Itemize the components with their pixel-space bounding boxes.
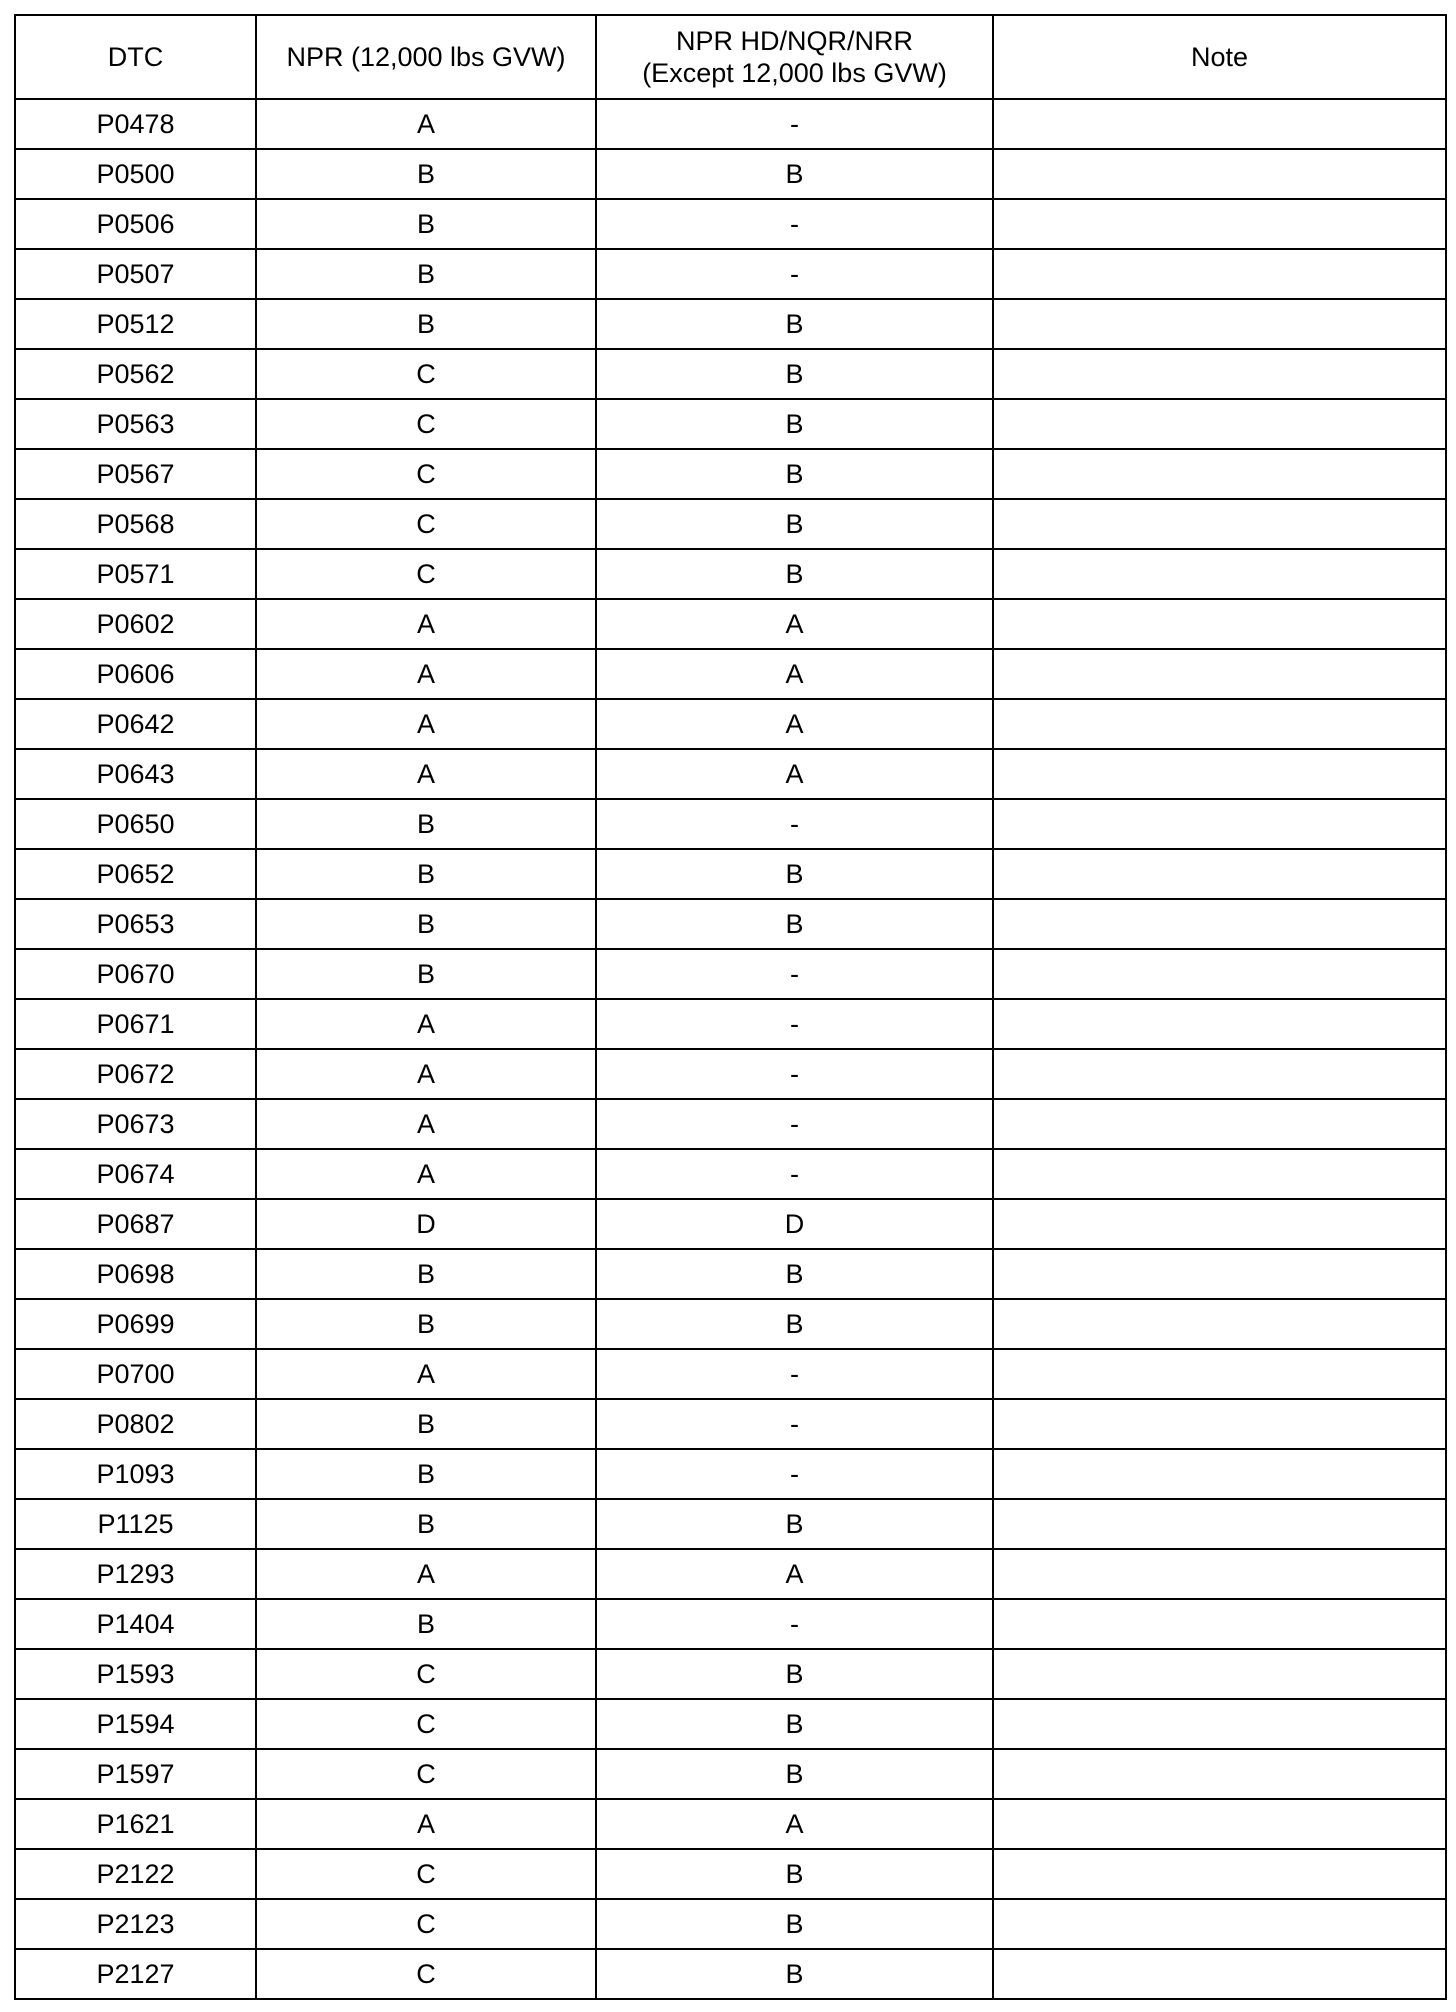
- cell-note: [993, 399, 1446, 449]
- cell-npr-hd: A: [596, 749, 993, 799]
- cell-npr-hd: B: [596, 449, 993, 499]
- cell-npr: C: [256, 1749, 596, 1799]
- cell-dtc: P1404: [15, 1599, 256, 1649]
- cell-dtc: P0506: [15, 199, 256, 249]
- table-row: [15, 949, 1446, 999]
- table-row: [15, 849, 1446, 899]
- table-row: [15, 1699, 1446, 1749]
- cell-dtc: P0802: [15, 1399, 256, 1449]
- table-row: [15, 549, 1446, 599]
- cell-dtc: P2123: [15, 1899, 256, 1949]
- cell-dtc: P0652: [15, 849, 256, 899]
- table-row: [15, 749, 1446, 799]
- table-row: [15, 149, 1446, 199]
- table-row: [15, 399, 1446, 449]
- table-row: [15, 249, 1446, 299]
- cell-dtc: P0571: [15, 549, 256, 599]
- cell-npr-hd: B: [596, 399, 993, 449]
- cell-npr-hd: -: [596, 1149, 993, 1199]
- cell-npr: B: [256, 799, 596, 849]
- cell-npr: A: [256, 1549, 596, 1599]
- cell-dtc: P0671: [15, 999, 256, 1049]
- cell-note: [993, 299, 1446, 349]
- cell-npr-hd: A: [596, 1549, 993, 1599]
- cell-dtc: P0507: [15, 249, 256, 299]
- cell-npr-hd: B: [596, 1299, 993, 1349]
- cell-note: [993, 1699, 1446, 1749]
- cell-npr: A: [256, 99, 596, 149]
- cell-npr-hd: B: [596, 299, 993, 349]
- cell-note: [993, 1649, 1446, 1699]
- cell-npr: B: [256, 849, 596, 899]
- cell-npr: D: [256, 1199, 596, 1249]
- cell-npr-hd: -: [596, 1049, 993, 1099]
- cell-npr-hd: A: [596, 649, 993, 699]
- cell-dtc: P0650: [15, 799, 256, 849]
- cell-npr: B: [256, 1399, 596, 1449]
- cell-dtc: P1293: [15, 1549, 256, 1599]
- cell-npr: B: [256, 299, 596, 349]
- cell-dtc: P0568: [15, 499, 256, 549]
- cell-note: [993, 1149, 1446, 1199]
- table-row: [15, 1499, 1446, 1549]
- cell-dtc: P1125: [15, 1499, 256, 1549]
- cell-npr-hd: B: [596, 1499, 993, 1549]
- cell-npr: C: [256, 1899, 596, 1949]
- table-row: [15, 799, 1446, 849]
- cell-dtc: P1593: [15, 1649, 256, 1699]
- cell-npr-hd: -: [596, 1099, 993, 1149]
- cell-npr-hd: B: [596, 849, 993, 899]
- table-row: [15, 1399, 1446, 1449]
- cell-npr-hd: D: [596, 1199, 993, 1249]
- cell-dtc: P0653: [15, 899, 256, 949]
- cell-note: [993, 849, 1446, 899]
- cell-npr: A: [256, 749, 596, 799]
- cell-npr: B: [256, 899, 596, 949]
- cell-dtc: P0698: [15, 1249, 256, 1299]
- cell-npr: C: [256, 1699, 596, 1749]
- cell-npr: C: [256, 399, 596, 449]
- cell-npr-hd: B: [596, 1649, 993, 1699]
- table-row: [15, 1299, 1446, 1349]
- cell-npr: C: [256, 1949, 596, 1999]
- cell-dtc: P0563: [15, 399, 256, 449]
- dtc-table: [14, 14, 1447, 2000]
- cell-npr-hd: B: [596, 149, 993, 199]
- table-row: [15, 1799, 1446, 1849]
- table-row: [15, 1549, 1446, 1599]
- table-row: [15, 1599, 1446, 1649]
- table-row: [15, 199, 1446, 249]
- cell-dtc: P2122: [15, 1849, 256, 1899]
- cell-note: [993, 649, 1446, 699]
- cell-npr-hd: B: [596, 549, 993, 599]
- cell-npr-hd: -: [596, 949, 993, 999]
- cell-npr: B: [256, 1449, 596, 1499]
- cell-dtc: P0687: [15, 1199, 256, 1249]
- cell-npr: A: [256, 1099, 596, 1149]
- table-row: [15, 299, 1446, 349]
- cell-npr: A: [256, 649, 596, 699]
- cell-npr-hd: B: [596, 1699, 993, 1749]
- cell-note: [993, 899, 1446, 949]
- cell-npr: A: [256, 1149, 596, 1199]
- cell-npr-hd: B: [596, 1849, 993, 1899]
- cell-npr: B: [256, 1599, 596, 1649]
- cell-dtc: P0673: [15, 1099, 256, 1149]
- cell-dtc: P0567: [15, 449, 256, 499]
- cell-dtc: P0562: [15, 349, 256, 399]
- cell-npr-hd: B: [596, 1249, 993, 1299]
- cell-npr-hd: -: [596, 1399, 993, 1449]
- cell-npr: A: [256, 1049, 596, 1099]
- cell-note: [993, 349, 1446, 399]
- table-row: [15, 349, 1446, 399]
- cell-npr: A: [256, 599, 596, 649]
- cell-note: [993, 1449, 1446, 1499]
- cell-note: [993, 1899, 1446, 1949]
- cell-npr-hd: B: [596, 1899, 993, 1949]
- cell-note: [993, 1199, 1446, 1249]
- cell-npr-hd: -: [596, 799, 993, 849]
- cell-note: [993, 1249, 1446, 1299]
- cell-npr: C: [256, 499, 596, 549]
- cell-dtc: P1597: [15, 1749, 256, 1799]
- cell-npr: C: [256, 349, 596, 399]
- cell-dtc: P0672: [15, 1049, 256, 1099]
- header-npr: NPR (12,000 lbs GVW): [256, 15, 596, 99]
- cell-npr: A: [256, 1799, 596, 1849]
- cell-note: [993, 1499, 1446, 1549]
- cell-dtc: P0606: [15, 649, 256, 699]
- cell-npr: C: [256, 1849, 596, 1899]
- cell-note: [993, 499, 1446, 549]
- table-row: [15, 1449, 1446, 1499]
- cell-npr: C: [256, 549, 596, 599]
- table-row: [15, 1149, 1446, 1199]
- cell-note: [993, 1399, 1446, 1449]
- cell-npr: C: [256, 1649, 596, 1699]
- table-header: [15, 15, 1446, 99]
- table-row: [15, 1849, 1446, 1899]
- cell-npr-hd: A: [596, 699, 993, 749]
- cell-npr: B: [256, 199, 596, 249]
- table-row: [15, 999, 1446, 1049]
- cell-note: [993, 949, 1446, 999]
- cell-note: [993, 549, 1446, 599]
- cell-note: [993, 1549, 1446, 1599]
- cell-npr-hd: -: [596, 999, 993, 1049]
- table-row: [15, 499, 1446, 549]
- cell-dtc: P0602: [15, 599, 256, 649]
- cell-note: [993, 749, 1446, 799]
- table-row: [15, 1099, 1446, 1149]
- table-row: [15, 1249, 1446, 1299]
- cell-npr-hd: -: [596, 99, 993, 149]
- cell-dtc: P0670: [15, 949, 256, 999]
- cell-npr: A: [256, 1349, 596, 1399]
- cell-note: [993, 1949, 1446, 1999]
- cell-npr: B: [256, 249, 596, 299]
- table-row: [15, 699, 1446, 749]
- cell-npr: B: [256, 1249, 596, 1299]
- table-row: [15, 1949, 1446, 1999]
- cell-npr: B: [256, 1299, 596, 1349]
- cell-npr-hd: -: [596, 1349, 993, 1399]
- cell-note: [993, 1749, 1446, 1799]
- header-npr-hd-line2: (Except 12,000 lbs GVW): [642, 58, 947, 88]
- table-row: [15, 1049, 1446, 1099]
- header-npr-hd: [596, 15, 993, 99]
- cell-npr-hd: A: [596, 1799, 993, 1849]
- header-note: Note: [993, 15, 1446, 99]
- cell-npr-hd: B: [596, 499, 993, 549]
- cell-note: [993, 999, 1446, 1049]
- cell-dtc: P0699: [15, 1299, 256, 1349]
- cell-note: [993, 249, 1446, 299]
- cell-npr: A: [256, 699, 596, 749]
- cell-note: [993, 1799, 1446, 1849]
- header-dtc: DTC: [15, 15, 256, 99]
- cell-dtc: P0700: [15, 1349, 256, 1399]
- cell-npr-hd: A: [596, 599, 993, 649]
- cell-npr-hd: B: [596, 899, 993, 949]
- table-row: [15, 649, 1446, 699]
- table-row: [15, 1749, 1446, 1799]
- cell-npr-hd: B: [596, 1949, 993, 1999]
- cell-note: [993, 1049, 1446, 1099]
- cell-npr-hd: -: [596, 249, 993, 299]
- table-row: [15, 899, 1446, 949]
- table-row: [15, 99, 1446, 149]
- cell-npr: A: [256, 999, 596, 1049]
- cell-note: [993, 199, 1446, 249]
- cell-note: [993, 599, 1446, 649]
- table-row: [15, 1349, 1446, 1399]
- table-row: [15, 599, 1446, 649]
- cell-dtc: P0674: [15, 1149, 256, 1199]
- cell-npr: B: [256, 949, 596, 999]
- cell-note: [993, 1099, 1446, 1149]
- cell-npr: C: [256, 449, 596, 499]
- table-row: [15, 1649, 1446, 1699]
- cell-note: [993, 799, 1446, 849]
- cell-npr-hd: -: [596, 1599, 993, 1649]
- header-npr-hd-line1: NPR HD/NQR/NRR: [675, 26, 913, 56]
- cell-dtc: P0512: [15, 299, 256, 349]
- header-row: [15, 15, 1446, 99]
- cell-note: [993, 1349, 1446, 1399]
- cell-npr-hd: B: [596, 349, 993, 399]
- table-row: [15, 1199, 1446, 1249]
- cell-note: [993, 1599, 1446, 1649]
- table-row: [15, 1899, 1446, 1949]
- cell-dtc: P0642: [15, 699, 256, 749]
- cell-note: [993, 99, 1446, 149]
- cell-dtc: P0500: [15, 149, 256, 199]
- cell-npr-hd: B: [596, 1749, 993, 1799]
- table-body: [15, 99, 1446, 1999]
- cell-dtc: P1093: [15, 1449, 256, 1499]
- cell-npr: B: [256, 1499, 596, 1549]
- cell-note: [993, 1299, 1446, 1349]
- cell-dtc: P2127: [15, 1949, 256, 1999]
- cell-npr: B: [256, 149, 596, 199]
- cell-npr-hd: -: [596, 1449, 993, 1499]
- cell-note: [993, 449, 1446, 499]
- cell-dtc: P1621: [15, 1799, 256, 1849]
- cell-npr-hd: -: [596, 199, 993, 249]
- cell-dtc: P1594: [15, 1699, 256, 1749]
- cell-note: [993, 1849, 1446, 1899]
- cell-note: [993, 149, 1446, 199]
- table-row: [15, 449, 1446, 499]
- cell-dtc: P0478: [15, 99, 256, 149]
- cell-dtc: P0643: [15, 749, 256, 799]
- cell-note: [993, 699, 1446, 749]
